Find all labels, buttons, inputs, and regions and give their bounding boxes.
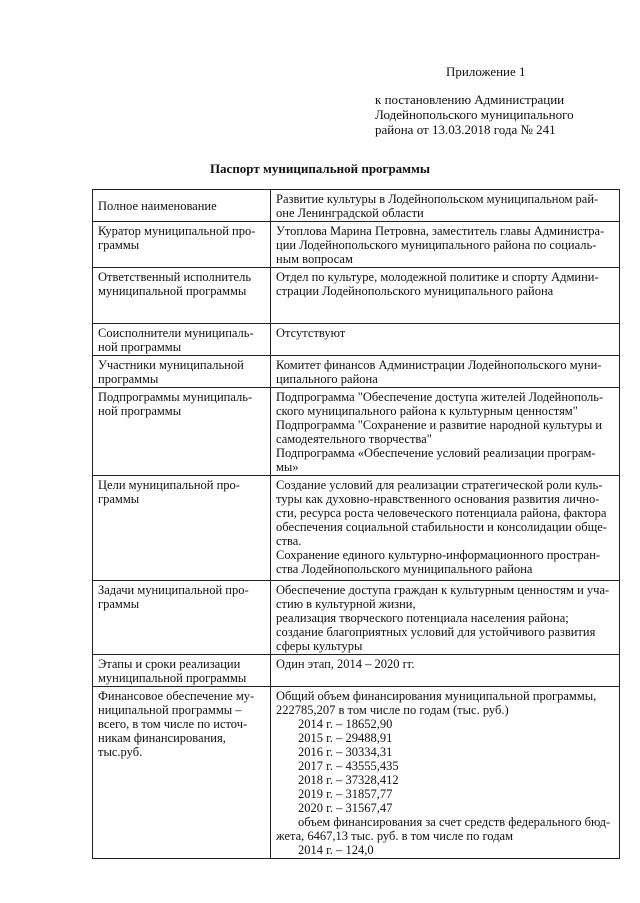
row-value-line: самодеятельного творчества" (276, 432, 432, 446)
row-value-line: ства. (276, 534, 302, 548)
row-value-line: мы» (276, 460, 299, 474)
row-label-line: муниципальной программы (98, 671, 247, 685)
table-row (93, 190, 620, 222)
row-label (93, 222, 271, 268)
row-label (93, 190, 271, 222)
row-label-line: граммы (98, 597, 140, 611)
row-label (93, 356, 271, 388)
funding-year-line: 2014 г. – 124,0 (298, 843, 374, 857)
row-value-line: обеспечения социальной стабильности и консолидации обще- (276, 520, 607, 534)
row-label-line: Ответственный исполнитель (98, 270, 252, 284)
program-passport-table (92, 189, 620, 859)
row-label-line: Финансовое обеспечение му- (98, 689, 255, 703)
decree-reference (375, 92, 574, 137)
row-value-line: оне Ленинградской области (276, 206, 424, 220)
funding-year-line: 2017 г. – 43555,435 (298, 759, 399, 773)
row-value-line: Подпрограмма "Сохранение и развитие народной культуры и (276, 418, 603, 432)
row-value-line: страции Лодейнопольского муниципального района (276, 284, 554, 298)
row-value (271, 687, 620, 859)
row-value (271, 388, 620, 476)
row-label (93, 655, 271, 687)
row-label-line: Куратор муниципальной про- (98, 224, 256, 238)
funding-year-line: 2014 г. – 18652,90 (298, 717, 393, 731)
row-value-line: Общий объем финансирования муниципальной программы, (276, 689, 597, 703)
row-label-line: программы (98, 372, 159, 386)
row-value (271, 222, 620, 268)
row-value-line: ства Лодейнопольского муниципального района (276, 562, 533, 576)
federal-funding-line: объем финансирования за счет средств федерального бюд- (298, 815, 611, 829)
table-row (93, 388, 620, 476)
federal-funding-line: жета, 6467,13 тыс. руб. в том числе по годам (276, 829, 514, 843)
row-label-line: никам финансирования, (98, 731, 226, 745)
decree-line: Лодейнопольского муниципального (375, 107, 574, 122)
row-value-line: ции Лодейнопольского муниципального района по социаль- (276, 238, 597, 252)
decree-line: района от 13.03.2018 года № 241 (375, 122, 556, 137)
row-value-line: Подпрограмма «Обеспечение условий реализации програм- (276, 446, 596, 460)
row-value-line: Утоплова Марина Петровна, заместитель главы Администра- (276, 224, 605, 238)
row-value-line: Один этап, 2014 – 2020 гг. (276, 657, 415, 671)
row-value-line: Создание условий для реализации стратегической роли куль- (276, 478, 603, 492)
row-label-line: Подпрограммы муниципаль- (98, 390, 253, 404)
row-value-line: создание благоприятных условий для устойчивого развития (276, 625, 596, 639)
table-row (93, 222, 620, 268)
page-title: Паспорт муниципальной программы (209, 161, 431, 176)
row-value (271, 655, 620, 687)
table-row (93, 356, 620, 388)
table-row (93, 324, 620, 356)
decree-line: к постановлению Администрации (375, 92, 565, 107)
row-value (271, 356, 620, 388)
row-label (93, 388, 271, 476)
row-label (93, 324, 271, 356)
row-value-line: Обеспечение доступа граждан к культурным ценностям и уча- (276, 583, 610, 597)
row-label (93, 476, 271, 581)
row-value (271, 476, 620, 581)
row-value-line: Комитет финансов Администрации Лодейнопольского муни- (276, 358, 602, 372)
row-value-line: ципального района (276, 372, 378, 386)
appendix-label: Приложение 1 (446, 64, 526, 79)
row-label (93, 687, 271, 859)
row-value (271, 581, 620, 655)
funding-year-line: 2018 г. – 37328,412 (298, 773, 399, 787)
table-row (93, 476, 620, 581)
row-label-line: ной программы (98, 404, 182, 418)
row-value-line: реализация творческого потенциала населения района; (276, 611, 569, 625)
row-value (271, 268, 620, 324)
funding-year-line: 2019 г. – 31857,77 (298, 787, 393, 801)
row-label-line: муниципальной программы (98, 284, 247, 298)
row-label-line: ниципальной программы – (98, 703, 242, 717)
row-value-line: сферы культуры (276, 639, 363, 653)
table-row (93, 268, 620, 324)
table-row (93, 581, 620, 655)
row-value-line: сти, ресурса роста человеческого потенциала района, фактора (276, 506, 607, 520)
row-value-line: туры как духовно-нравственного основания развития лично- (276, 492, 600, 506)
row-value (271, 190, 620, 222)
row-label-line: Соисполнители муниципаль- (98, 326, 254, 340)
row-value-line: ным вопросам (276, 252, 353, 266)
row-value-line: Отдел по культуре, молодежной политике и спорту Админи- (276, 270, 599, 284)
row-label-line: граммы (98, 238, 140, 252)
funding-year-line: 2020 г. – 31567,47 (298, 801, 393, 815)
funding-year-line: 2016 г. – 30334,31 (298, 745, 393, 759)
row-value-line: ского муниципального района к культурным ценностям" (276, 404, 578, 418)
row-value-line: стию в культурной жизни, (276, 597, 416, 611)
row-label-line: Цели муниципальной про- (98, 478, 240, 492)
row-value-line: Сохранение единого культурно-информационного простран- (276, 548, 601, 562)
row-label-line: граммы (98, 492, 140, 506)
row-label-line: ной программы (98, 340, 182, 354)
row-label (93, 268, 271, 324)
row-label-line: Полное наименование (98, 199, 217, 213)
row-label-line: Задачи муниципальной про- (98, 583, 249, 597)
row-value-line: 222785,207 в том числе по годам (тыс. руб.) (276, 703, 509, 717)
row-value-line: Развитие культуры в Лодейнопольском муниципальном рай- (276, 192, 599, 206)
funding-year-line: 2015 г. – 29488,91 (298, 731, 393, 745)
row-label (93, 581, 271, 655)
row-label-line: Участники муниципальной (98, 358, 244, 372)
row-value-line: Отсутствуют (276, 326, 346, 340)
row-label-line: тыс.руб. (98, 745, 143, 759)
row-label-line: Этапы и сроки реализации (98, 657, 241, 671)
table-row (93, 687, 620, 859)
row-value (271, 324, 620, 356)
row-value-line: Подпрограмма "Обеспечение доступа жителей Лодейнополь- (276, 390, 604, 404)
row-label-line: всего, в том числе по источ- (98, 717, 248, 731)
table-row (93, 655, 620, 687)
